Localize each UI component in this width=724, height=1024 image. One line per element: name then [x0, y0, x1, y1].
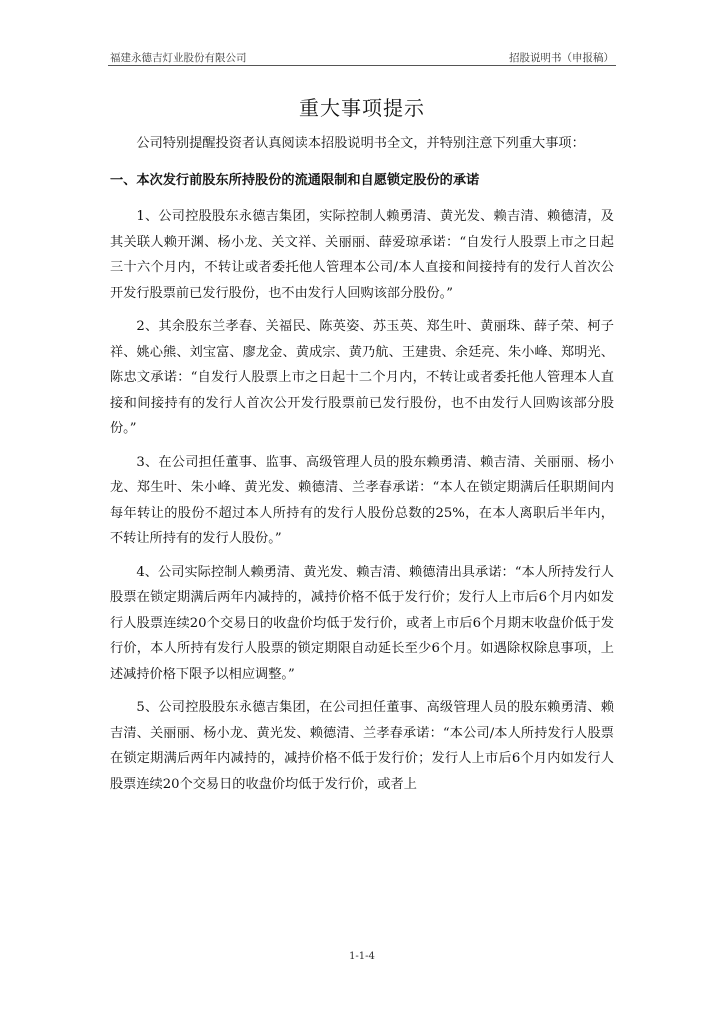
page-title: 重大事项提示 — [299, 96, 425, 120]
document-body — [110, 131, 614, 797]
section-heading: 一、本次发行前股东所持股份的流通限制和自愿锁定股份的承诺 — [110, 172, 480, 188]
commitment-paragraph-1: 1、公司控股股东永德吉集团，实际控制人赖勇清、黄光发、赖吉清、赖德清，及其关联人赖开渊、杨小龙、关文祥、关丽丽、薛爱琼承诺：“自发行人股票上市之日起三十六个月内，不转让或者委托他人管理本公司/本人直接和间接持有的发行人首次公开发行股票前已发行股份，也不由发行人回购该部分股份。” — [110, 209, 614, 301]
header-divider — [108, 65, 616, 66]
commitment-paragraph-3: 3、在公司担任董事、监事、高级管理人员的股东赖勇清、赖吉清、关丽丽、杨小龙、郑生叶、朱小峰、黄光发、赖德清、兰孝春承诺：“本人在锁定期满后任职期间内每年转让的股份不超过本人所持有的发行人股份总数的25%，在本人离职后半年内，不转让所持有的发行人股份。” — [110, 454, 614, 546]
page-number: 1-1-4 — [349, 951, 375, 962]
commitment-paragraph-4: 4、公司实际控制人赖勇清、黄光发、赖吉清、赖德清出具承诺：“本人所持发行人股票在锁定期满后两年内减持的，减持价格不低于发行价；发行人上市后6个月内如发行人股票连续20个交易日的收盘价均低于发行价，或者上市后6个月期末收盘价低于发行价，本人所持有发行人股票的锁定期限自动延长至少6个月。如遇除权除息事项，上述减持价格下限予以相应调整。” — [110, 564, 614, 682]
commitment-paragraph-5: 5、公司控股股东永德吉集团，在公司担任董事、高级管理人员的股东赖勇清、赖吉清、关丽丽、杨小龙、黄光发、赖德清、兰孝春承诺：“本公司/本人所持发行人股票在锁定期满后两年内减持的，减持价格不低于发行价；发行人上市后6个月内如发行人股票连续20个交易日的收盘价均低于发行价，或者上 — [110, 700, 614, 792]
header-company-name: 福建永德吉灯业股份有限公司 — [110, 52, 247, 64]
header-document-type: 招股说明书（申报稿） — [509, 52, 614, 64]
intro-paragraph: 公司特别提醒投资者认真阅读本招股说明书全文，并特别注意下列重大事项： — [136, 136, 585, 151]
commitment-paragraph-2: 2、其余股东兰孝春、关福民、陈英姿、苏玉英、郑生叶、黄丽珠、薛子荣、柯子祥、姚心熊、刘宝富、廖龙金、黄成宗、黄乃航、王建贵、余廷亮、朱小峰、郑明光、陈忠文承诺：“自发行人股票上市之日起十二个月内，不转让或者委托他人管理本人直接和间接持有的发行人首次公开发行股票前已发行股份，也不由发行人回购该部分股份。” — [110, 319, 614, 436]
